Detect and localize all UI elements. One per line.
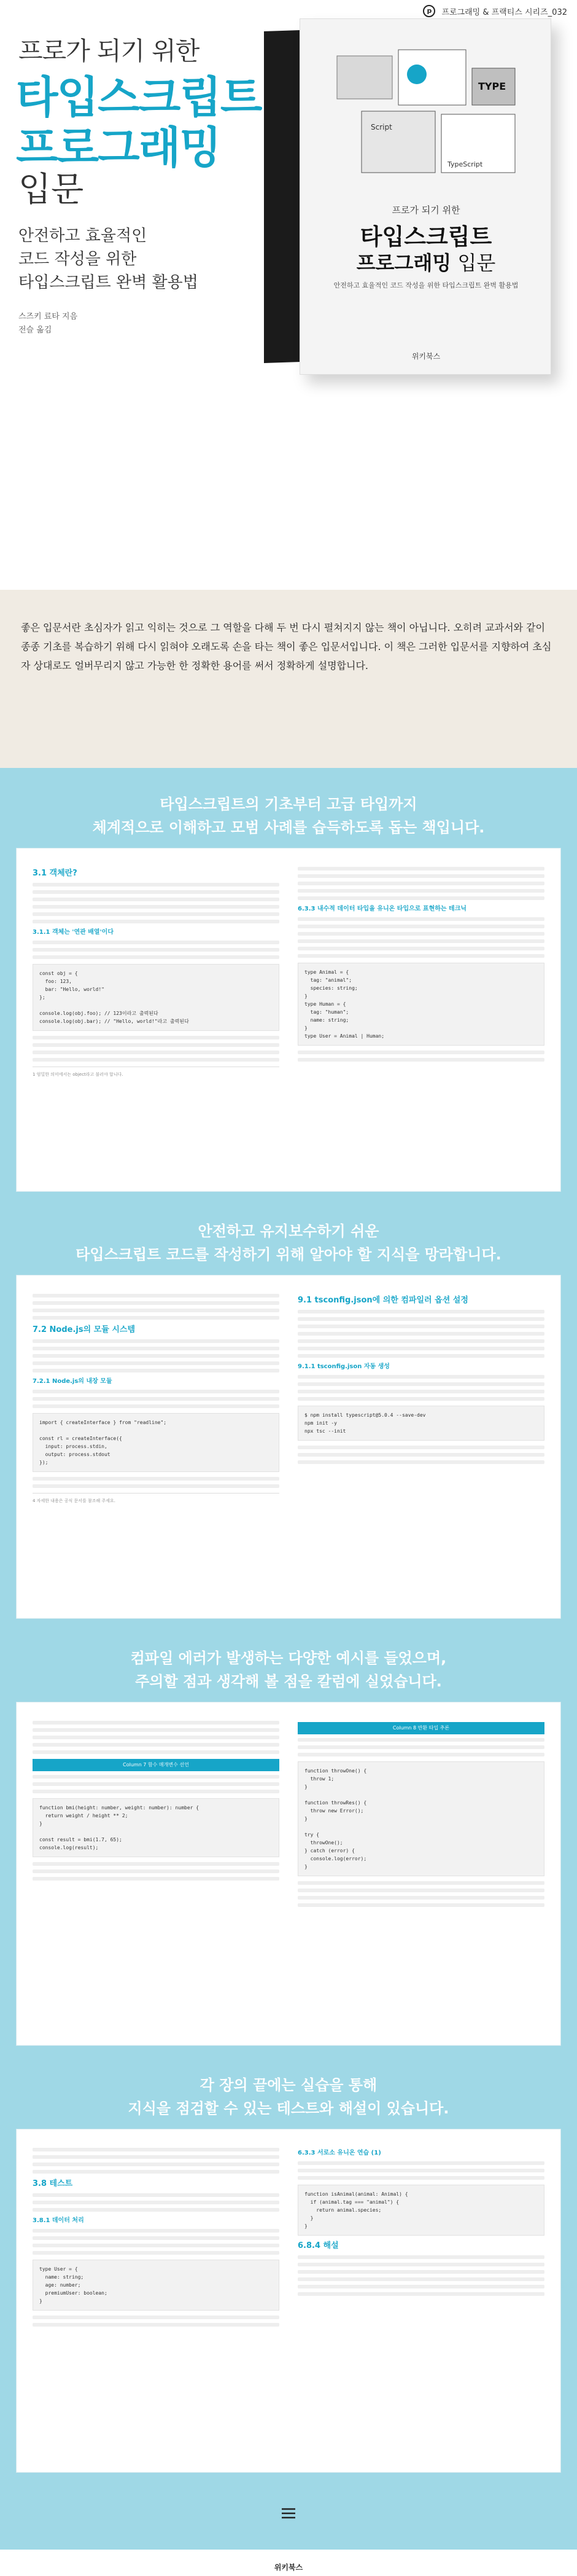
code-block: import { createInterface } from "readline"; const rl = createInterface({ input: process.stdin, output: process.stdout }); (33, 1413, 279, 1472)
text-line (298, 1881, 544, 1885)
column-box-heading: Column 8 반환 타입 추론 (298, 1722, 544, 1734)
hero-subtitle (18, 224, 198, 294)
art-window (362, 111, 435, 173)
banner-line: 타입스크립트 코드를 작성하기 위해 알아야 할 지식을 망라합니다. (76, 1246, 501, 1263)
publisher-logo-icon (279, 2507, 298, 2520)
page-left (33, 1290, 279, 1603)
book-title-light: 입문 (451, 251, 496, 275)
text-line (298, 2270, 544, 2274)
text-line (298, 1397, 544, 1401)
text-line (33, 1043, 279, 1047)
series-number: _032 (548, 7, 567, 17)
feature-panel (16, 1275, 561, 1619)
banner-line: 지식을 점검할 수 있는 테스트와 해설이 있습니다. (128, 2100, 449, 2117)
text-line (33, 2193, 279, 2197)
code-block: $ npm install typescript@5.0.4 --save-dev npm init -y npx tsc --init (298, 1406, 544, 1441)
text-line (298, 882, 544, 885)
page-right (298, 1717, 544, 2030)
text-line (33, 1294, 279, 1298)
footer-publisher-name: 위키북스 (274, 2563, 303, 2572)
section-heading: 3.1 객체란? (33, 869, 77, 878)
book-subtitle: 안전하고 효율적인 코드 작성을 위한 타입스크립트 완벽 활용법 (333, 281, 519, 289)
text-line (298, 1382, 544, 1386)
text-line (298, 1453, 544, 1457)
page-right (298, 2144, 544, 2457)
text-line (298, 1390, 544, 1393)
text-line (298, 2176, 544, 2180)
text-line (298, 2263, 544, 2266)
text-line (33, 1750, 279, 1754)
text-line (33, 1316, 279, 1320)
series-label (441, 6, 567, 17)
subsection-heading: 9.1.1 tsconfig.json 자동 생성 (298, 1363, 390, 1370)
publisher-logo (0, 2507, 577, 2523)
code-block: function throwOne() { throw 1; } function throwRes() { throw new Error(); } try { throwOne(); } catch (error) { console.log(error); } (298, 1761, 544, 1876)
author: 스즈키 료타 지음 (18, 312, 78, 321)
art-type-label: TYPE (478, 80, 506, 92)
text-line (298, 1347, 544, 1350)
text-line (298, 1339, 544, 1343)
text-line (298, 1310, 544, 1313)
banner-line: 타입스크립트의 기초부터 고급 타입까지 (160, 796, 417, 813)
text-line (298, 2292, 544, 2296)
text-line (298, 939, 544, 943)
text-line (33, 2170, 279, 2174)
section-heading: 6.8.4 해설 (298, 2241, 339, 2250)
text-line (298, 1738, 544, 1742)
text-line (298, 1446, 544, 1449)
text-line (298, 1745, 544, 1749)
text-line (298, 925, 544, 928)
code-block: type Animal = { tag: "animal"; species: string; } type Human = { tag: "human"; name: string; } type User = Animal | Human; (298, 963, 544, 1046)
text-line (298, 1889, 544, 1892)
section-heading: 7.2 Node.js의 모듈 시스템 (33, 1325, 136, 1334)
banner-line: 주의할 점과 생각해 볼 점을 칼럼에 실었습니다. (135, 1673, 442, 1690)
banner-line: 컴파일 에러가 발생하는 다양한 예시를 들었으며, (130, 1650, 447, 1667)
text-line (33, 912, 279, 916)
text-line (33, 948, 279, 952)
banner-line: 안전하고 유지보수하기 쉬운 (198, 1223, 379, 1240)
text-line (298, 1753, 544, 1756)
text-line (298, 1896, 544, 1900)
column-box-heading: Column 7 함수 매개변수 선언 (33, 1759, 279, 1771)
page-right (298, 1290, 544, 1603)
text-line (33, 1736, 279, 1739)
book-spine (264, 30, 301, 363)
footnote: 1 엄밀한 의미에서는 object라고 불러야 합니다. (33, 1067, 279, 1079)
code-block: const obj = { foo: 123, bar: "Hello, world!" }; console.log(obj.foo); // 123이라고 출력된다 console.log(obj.bar); // "Hello, world!"라고 출력된다 (33, 964, 279, 1031)
text-line (33, 941, 279, 944)
text-line (298, 889, 544, 893)
text-line (298, 1317, 544, 1321)
feature-banner (0, 2073, 577, 2120)
text-line (298, 1058, 544, 1062)
art-window (337, 56, 392, 99)
text-line (33, 1862, 279, 1866)
subsection-heading: 7.2.1 Node.js의 내장 모듈 (33, 1378, 112, 1385)
text-line (298, 2161, 544, 2165)
text-line (298, 896, 544, 900)
text-line (33, 2244, 279, 2247)
code-block: type User = { name: string; age: number; premiumUser: boolean; } (33, 2260, 279, 2311)
text-line (33, 1877, 279, 1881)
feature-banner (0, 1646, 577, 1693)
text-line (33, 1051, 279, 1054)
text-line (33, 890, 279, 894)
subsection-heading: 6.3.3 내수적 데이터 타입을 유니온 타입으로 표현하는 테크닉 (298, 906, 467, 912)
description-text: 좋은 입문서란 초심자가 읽고 익히는 것으로 그 역할을 다해 두 번 다시 펼쳐지지 않는 책이 아닙니다. 오히려 교과서와 같이 종종 기초를 복습하기 위해 다시 읽혀야 오래도록 손을 타는 책이 좋은 입문서입니다. 이 책은 그러한 입문서를 지향하여 초심자 상대로도 얼버무리지 않고 가능한 한 정확한 용어를 써서 정확하게 설명합니다. (21, 622, 552, 671)
text-line (33, 1775, 279, 1779)
text-line (33, 1036, 279, 1039)
hero-title-line2: 프로그래밍 (16, 122, 220, 173)
text-line (33, 905, 279, 909)
text-line (298, 954, 544, 958)
section-heading: 9.1 tsconfig.json에 의한 컴파일러 옵션 설정 (298, 1296, 468, 1305)
text-line (33, 1301, 279, 1305)
text-line (33, 1369, 279, 1372)
book-cover-illustration (264, 18, 552, 381)
feature-banner (0, 793, 577, 839)
text-line (33, 1484, 279, 1488)
text-line (33, 1743, 279, 1747)
text-line (33, 2323, 279, 2327)
brand-logo-icon: p (423, 5, 435, 17)
series-name: 프로그래밍 & 프랙티스 시리즈 (441, 7, 548, 17)
text-line (298, 1460, 544, 1464)
text-line (33, 2201, 279, 2204)
subtitle-line: 코드 작성을 위한 (18, 250, 137, 268)
subtitle-line: 안전하고 효율적인 (18, 227, 147, 245)
footnote: 4 자세한 내용은 공식 문서를 참조해 주세요. (33, 1493, 279, 1505)
text-line (33, 2208, 279, 2212)
book-publisher: 위키북스 (411, 352, 441, 361)
hero-pre-title: 프로가 되기 위한 (18, 36, 199, 66)
text-line (33, 1361, 279, 1365)
text-line (33, 955, 279, 959)
book-cover (300, 18, 551, 375)
book-pre-title: 프로가 되기 위한 (392, 205, 460, 216)
text-line (298, 2277, 544, 2281)
series-header (423, 0, 577, 17)
art-circle (407, 65, 427, 84)
page-left (33, 2144, 279, 2457)
text-line (33, 2155, 279, 2159)
book-title-line1: 타입스크립트 (360, 224, 492, 250)
code-block: function bmi(height: number, weight: number): number { return weight / height ** 2; } const result = bmi(1.7, 65); console.log(result); (33, 1798, 279, 1857)
code-block: function isAnimal(animal: Animal) { if (animal.tag === "animal") { return animal.species; } } (298, 2185, 544, 2236)
hero-section (0, 0, 577, 590)
text-line (33, 1309, 279, 1312)
section-heading: 3.8 테스트 (33, 2179, 73, 2188)
footer (0, 2550, 577, 2576)
banner-line: 체계적으로 이해하고 모범 사례를 습득하도록 돕는 책입니다. (92, 819, 485, 836)
text-line (298, 1354, 544, 1358)
text-line (298, 2169, 544, 2172)
art-bottom-label: TypeScript (447, 160, 483, 168)
text-line (33, 1397, 279, 1401)
text-line (298, 947, 544, 950)
subtitle-line: 타입스크립트 완벽 활용법 (18, 273, 198, 292)
logo-stripe (282, 2509, 295, 2518)
text-line (33, 898, 279, 901)
art-script-label: Script (371, 123, 392, 131)
text-line (33, 1058, 279, 1062)
text-line (33, 2251, 279, 2255)
text-line (33, 920, 279, 923)
banner-line: 각 장의 끝에는 실습을 통해 (199, 2077, 378, 2094)
book-title-bold: 프로그래밍 (356, 251, 452, 275)
text-line (298, 1051, 544, 1054)
feature-panel (16, 1702, 561, 2046)
subsection-heading: 3.8.1 데이터 처리 (33, 2217, 84, 2224)
book-title-line2 (300, 248, 552, 276)
text-line (33, 2148, 279, 2151)
text-line (33, 2236, 279, 2240)
credits (18, 310, 77, 337)
text-line (33, 1721, 279, 1725)
text-line (33, 2163, 279, 2166)
text-line (298, 874, 544, 878)
text-line (33, 2229, 279, 2233)
text-line (33, 1404, 279, 1408)
page-left (33, 1717, 279, 2030)
subsection-heading: 3.1.1 객체는 '연관 배열'이다 (33, 929, 114, 936)
text-line (298, 1903, 544, 1907)
subsection-heading: 6.3.3 서로소 유니온 연습 (1) (298, 2150, 381, 2156)
hero-title-line1: 타입스크립트 (16, 72, 261, 123)
text-line (33, 1354, 279, 1358)
text-line (298, 1325, 544, 1328)
text-line (33, 1477, 279, 1481)
text-line (33, 1790, 279, 1793)
text-line (33, 2316, 279, 2319)
feature-panel (16, 848, 561, 1192)
text-line (33, 1869, 279, 1873)
text-line (33, 1390, 279, 1393)
cover-artwork (325, 44, 527, 191)
text-line (33, 1347, 279, 1350)
text-line (298, 917, 544, 921)
text-line (298, 1375, 544, 1379)
text-line (33, 1728, 279, 1732)
text-line (33, 1782, 279, 1786)
text-line (298, 867, 544, 871)
page-right (298, 863, 544, 1176)
text-line (298, 2285, 544, 2288)
translator: 전슬 옮김 (18, 326, 52, 335)
text-line (33, 883, 279, 887)
features-section (0, 768, 577, 2550)
description-section (0, 590, 577, 768)
text-line (298, 932, 544, 936)
feature-banner (0, 1219, 577, 1266)
hero-title-line3: 입문 (18, 170, 84, 209)
text-line (298, 2255, 544, 2259)
text-line (33, 1339, 279, 1343)
feature-panel (16, 2129, 561, 2473)
page-left (33, 863, 279, 1176)
text-line (298, 1332, 544, 1336)
